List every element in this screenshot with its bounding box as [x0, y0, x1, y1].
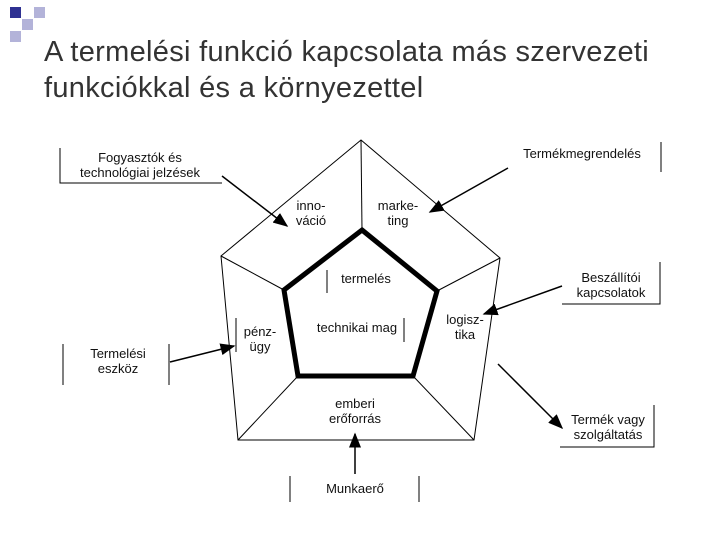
spoke-left [221, 256, 284, 290]
label-labor: Munkaerő [326, 481, 384, 496]
label-human-resources: emberi erőforrás [328, 396, 382, 426]
spoke-bottom-right [413, 376, 474, 440]
arrow-logistics-to-product [498, 364, 562, 428]
label-suppliers: Beszállítói kapcsolatok [576, 270, 646, 300]
label-finance: pénz- ügy [243, 324, 277, 354]
spoke-bottom-left [238, 376, 298, 440]
inner-pentagon [284, 230, 437, 376]
arrow-consumers-to-innovation [222, 176, 287, 226]
arrow-orders-to-marketing [430, 168, 508, 212]
label-consumers: Fogyasztók és technológiai jelzések [80, 150, 200, 180]
label-logistics: logisz- tika [446, 312, 484, 342]
outer-pentagon [221, 140, 500, 440]
slide-title: A termelési funkció kapcsolata más szervezeti funkciókkal és a környezettel [44, 36, 650, 104]
label-technical-core: technikai mag [316, 320, 398, 335]
arrow-equipment-to-finance [170, 346, 234, 362]
label-center: termelés [341, 271, 391, 286]
label-product: Termék vagy szolgáltatás [571, 412, 645, 442]
label-equipment: Termelési eszköz [90, 346, 146, 376]
label-marketing: marke- ting [377, 198, 419, 228]
spoke-top [361, 140, 362, 230]
spoke-right [437, 258, 500, 291]
label-innovation: inno- váció [295, 198, 327, 228]
label-orders: Termékmegrendelés [523, 146, 641, 161]
